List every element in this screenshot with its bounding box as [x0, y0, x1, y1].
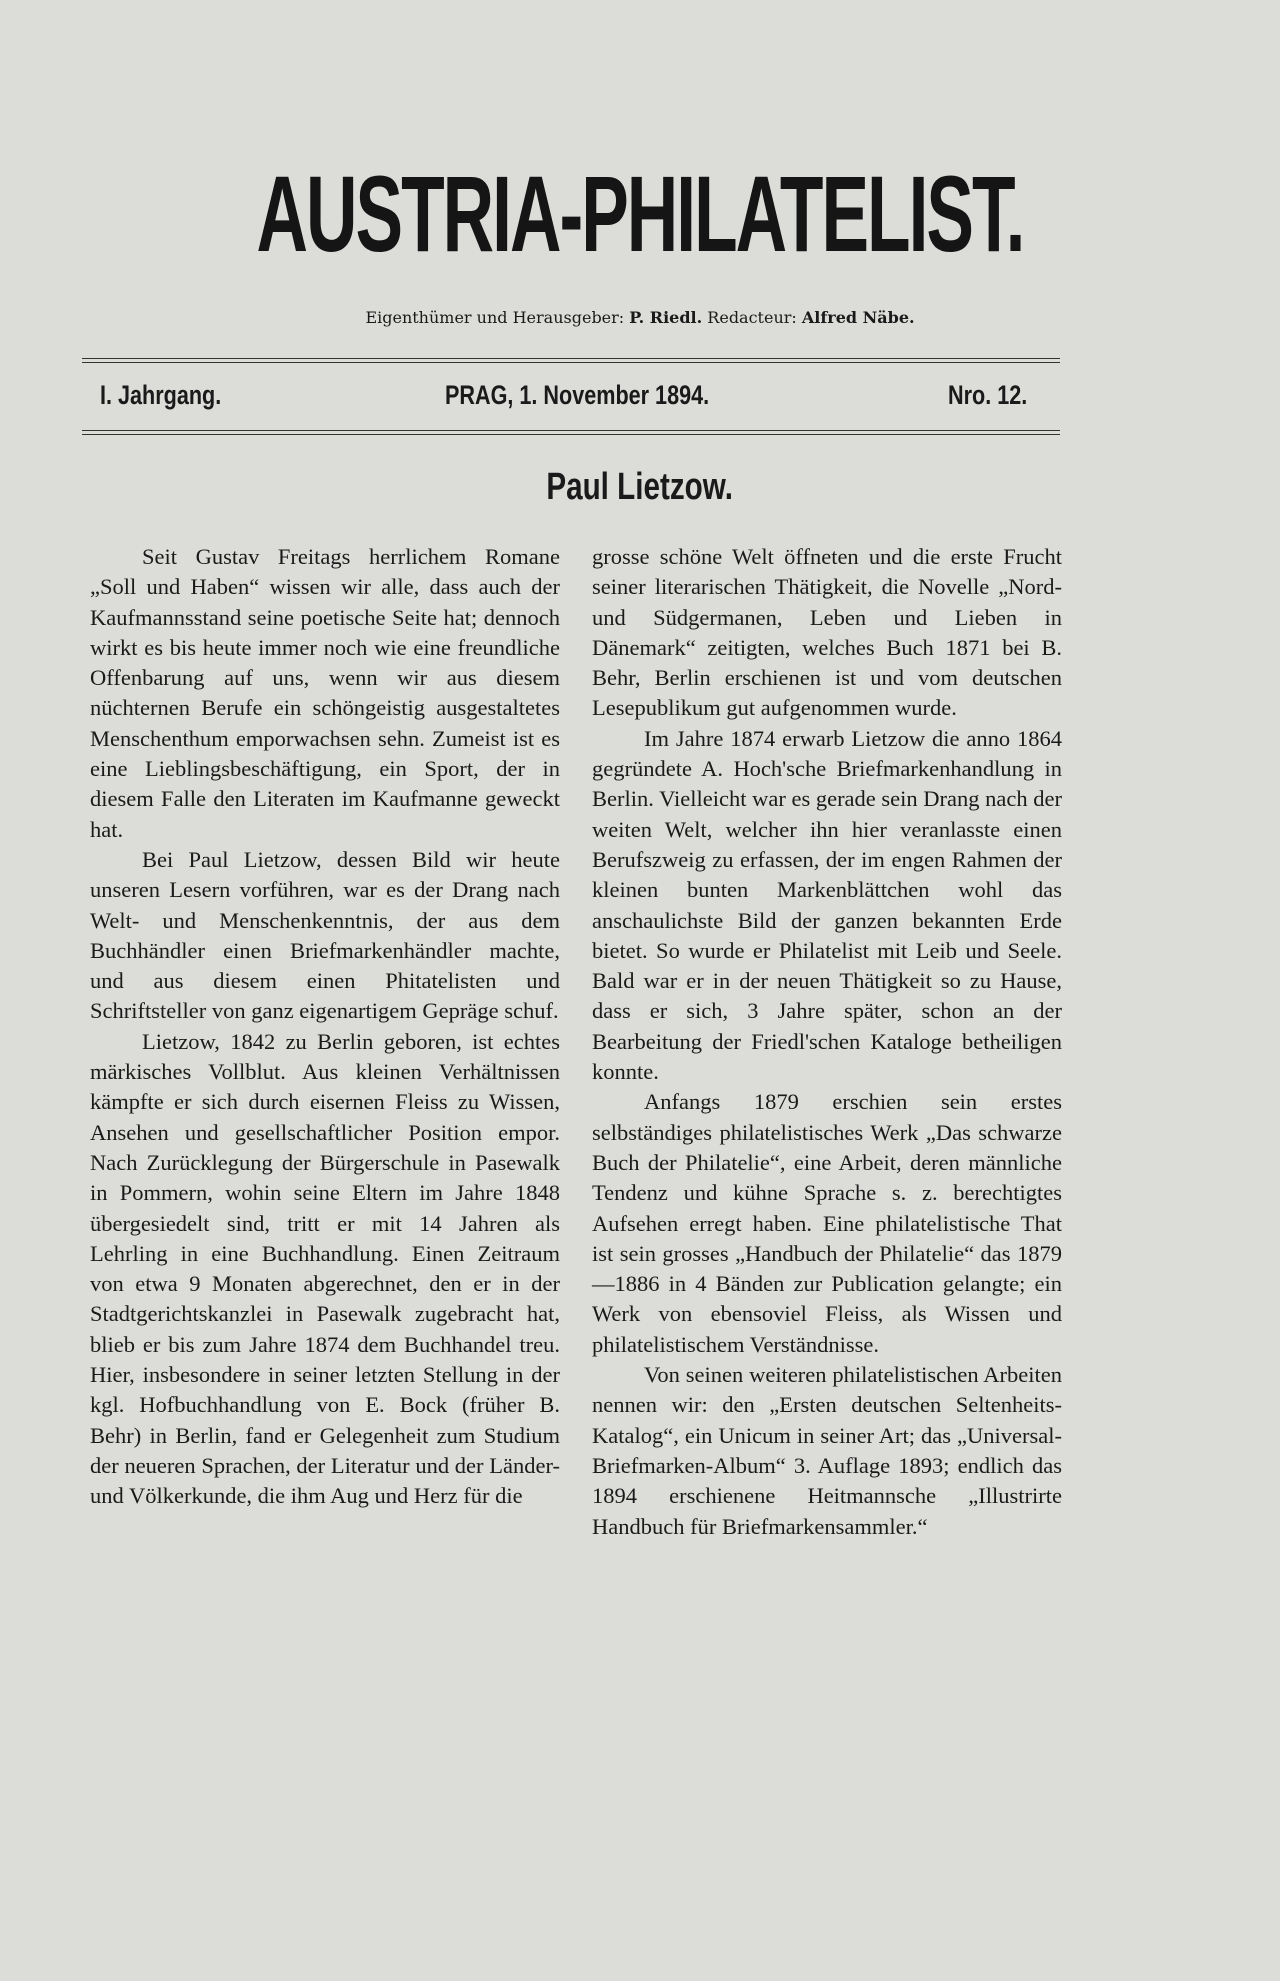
article-column-right	[592, 542, 1062, 1542]
issue-number: Nro. 12.	[948, 380, 1028, 410]
dateline: PRAG, 1. November 1894.	[445, 380, 710, 410]
header-rule-top	[82, 358, 1060, 359]
masthead: AUSTRIA-PHILATELIST.	[256, 153, 1024, 274]
editor-label: Redacteur:	[707, 308, 797, 327]
paragraph: Lietzow, 1842 zu Berlin geboren, ist echtes märkisches Vollblut. Aus kleinen Verhältnissen kämpfte er sich durch eisernen Fleiss zu Wissen, Ansehen und gesellschaftlicher Position empor. Nach Zurücklegung der Bürgerschule in Pasewalk in Pommern, wohin seine Eltern im Jahre 1848 übergesiedelt sind, tritt er mit 14 Jahren als Lehrling in eine Buchhandlung. Einen Zeitraum von etwa 9 Monaten abgerechnet, den er in der Stadtgerichtskanzlei in Pasewalk zugebracht hat, blieb er bis zum Jahre 1874 dem Buchhandel treu. Hier, insbesondere in seiner letzten Stellung in der kgl. Hofbuchhandlung von E. Bock (früher B. Behr) in Berlin, fand er Gelegenheit zum Studium der neueren Sprachen, der Literatur und der Länder- und Völkerkunde, die ihm Aug und Herz für die	[90, 1028, 560, 1509]
header-rule-top-2	[82, 362, 1060, 363]
publisher-line	[0, 308, 1280, 327]
header-rule-bottom-2	[82, 434, 1060, 435]
editor-name: Alfred Näbe.	[801, 308, 915, 327]
article-title: Paul Lietzow.	[546, 466, 734, 508]
paragraph: Bei Paul Lietzow, dessen Bild wir heute unseren Lesern vorführen, war es der Drang nach Welt- und Menschenkenntnis, der aus dem Buchhändler einen Briefmarkenhändler machte, und aus diesem einen Phitatelisten und Schriftsteller von ganz eigenartigem Gepräge schuf.	[90, 846, 560, 1024]
paragraph: Von seinen weiteren philatelistischen Arbeiten nennen wir: den „Ersten deutschen Seltenheits-Katalog“, ein Unicum in seiner Art; das „Universal-Briefmarken-Album“ 3. Auflage 1893; endlich das 1894 erschienene Heitmannsche „Illustrirte Handbuch für Briefmarkensammler.“	[592, 1362, 1062, 1539]
paragraph: Seit Gustav Freitags herrlichem Romane „Soll und Haben“ wissen wir alle, dass auch der Kaufmannsstand seine poetische Seite hat; dennoch wirkt es bis heute immer noch wie eine freundliche Offenbarung auf uns, wenn wir aus diesem nüchternen Berufe ein schöngeistig ausgestaltetes Menschenthum emporwachsen sehn. Zumeist ist es eine Lieblingsbeschäftigung, ein Sport, der in diesem Falle den Literaten im Kaufmanne geweckt hat.	[90, 544, 560, 842]
paragraph: Anfangs 1879 erschien sein erstes selbständiges philatelistisches Werk „Das schwarze Buch der Philatelie“, eine Arbeit, deren männliche Tendenz und kühne Sprache s. z. berechtigtes Aufsehen erregt haben. Eine philatelistische That ist sein grosses „Handbuch der Philatelie“ das 1879—1886 in 4 Bänden zur Publication gelangte; ein Werk von ebensoviel Fleiss, als Wissen und philatelistischem Verständnisse.	[592, 1089, 1062, 1357]
paragraph-continuation: grosse schöne Welt öffneten und die erste Frucht seiner literarischen Thätigkeit, die Novelle „Nord- und Südgermanen, Leben und Lieben in Dänemark“ zeitigten, welches Buch 1871 bei B. Behr, Berlin erschienen ist und vom deutschen Lesepublikum gut aufgenommen wurde.	[592, 544, 1062, 721]
owner-name: P. Riedl.	[629, 308, 703, 327]
paragraph: Im Jahre 1874 erwarb Lietzow die anno 1864 gegründete A. Hoch'sche Briefmarkenhandlung in Berlin. Vielleicht war es gerade sein Drang nach der weiten Welt, welcher ihn hier veranlasste einen Berufszweig zu erfassen, der im engen Rahmen der kleinen bunten Markenblättchen wohl das anschaulichste Bild der ganzen bekannten Erde bietet. So wurde er Philatelist mit Leib und Seele. Bald war er in der neuen Thätigkeit so zu Hause, dass er sich, 3 Jahre später, schon an der Bearbeitung der Friedl'schen Kataloge betheiligen konnte.	[592, 725, 1062, 1085]
article-column-left	[90, 542, 560, 1512]
header-rule-bottom	[82, 430, 1060, 431]
volume-label: I. Jahrgang.	[100, 380, 222, 410]
owner-label: Eigenthümer und Herausgeber:	[365, 308, 625, 327]
